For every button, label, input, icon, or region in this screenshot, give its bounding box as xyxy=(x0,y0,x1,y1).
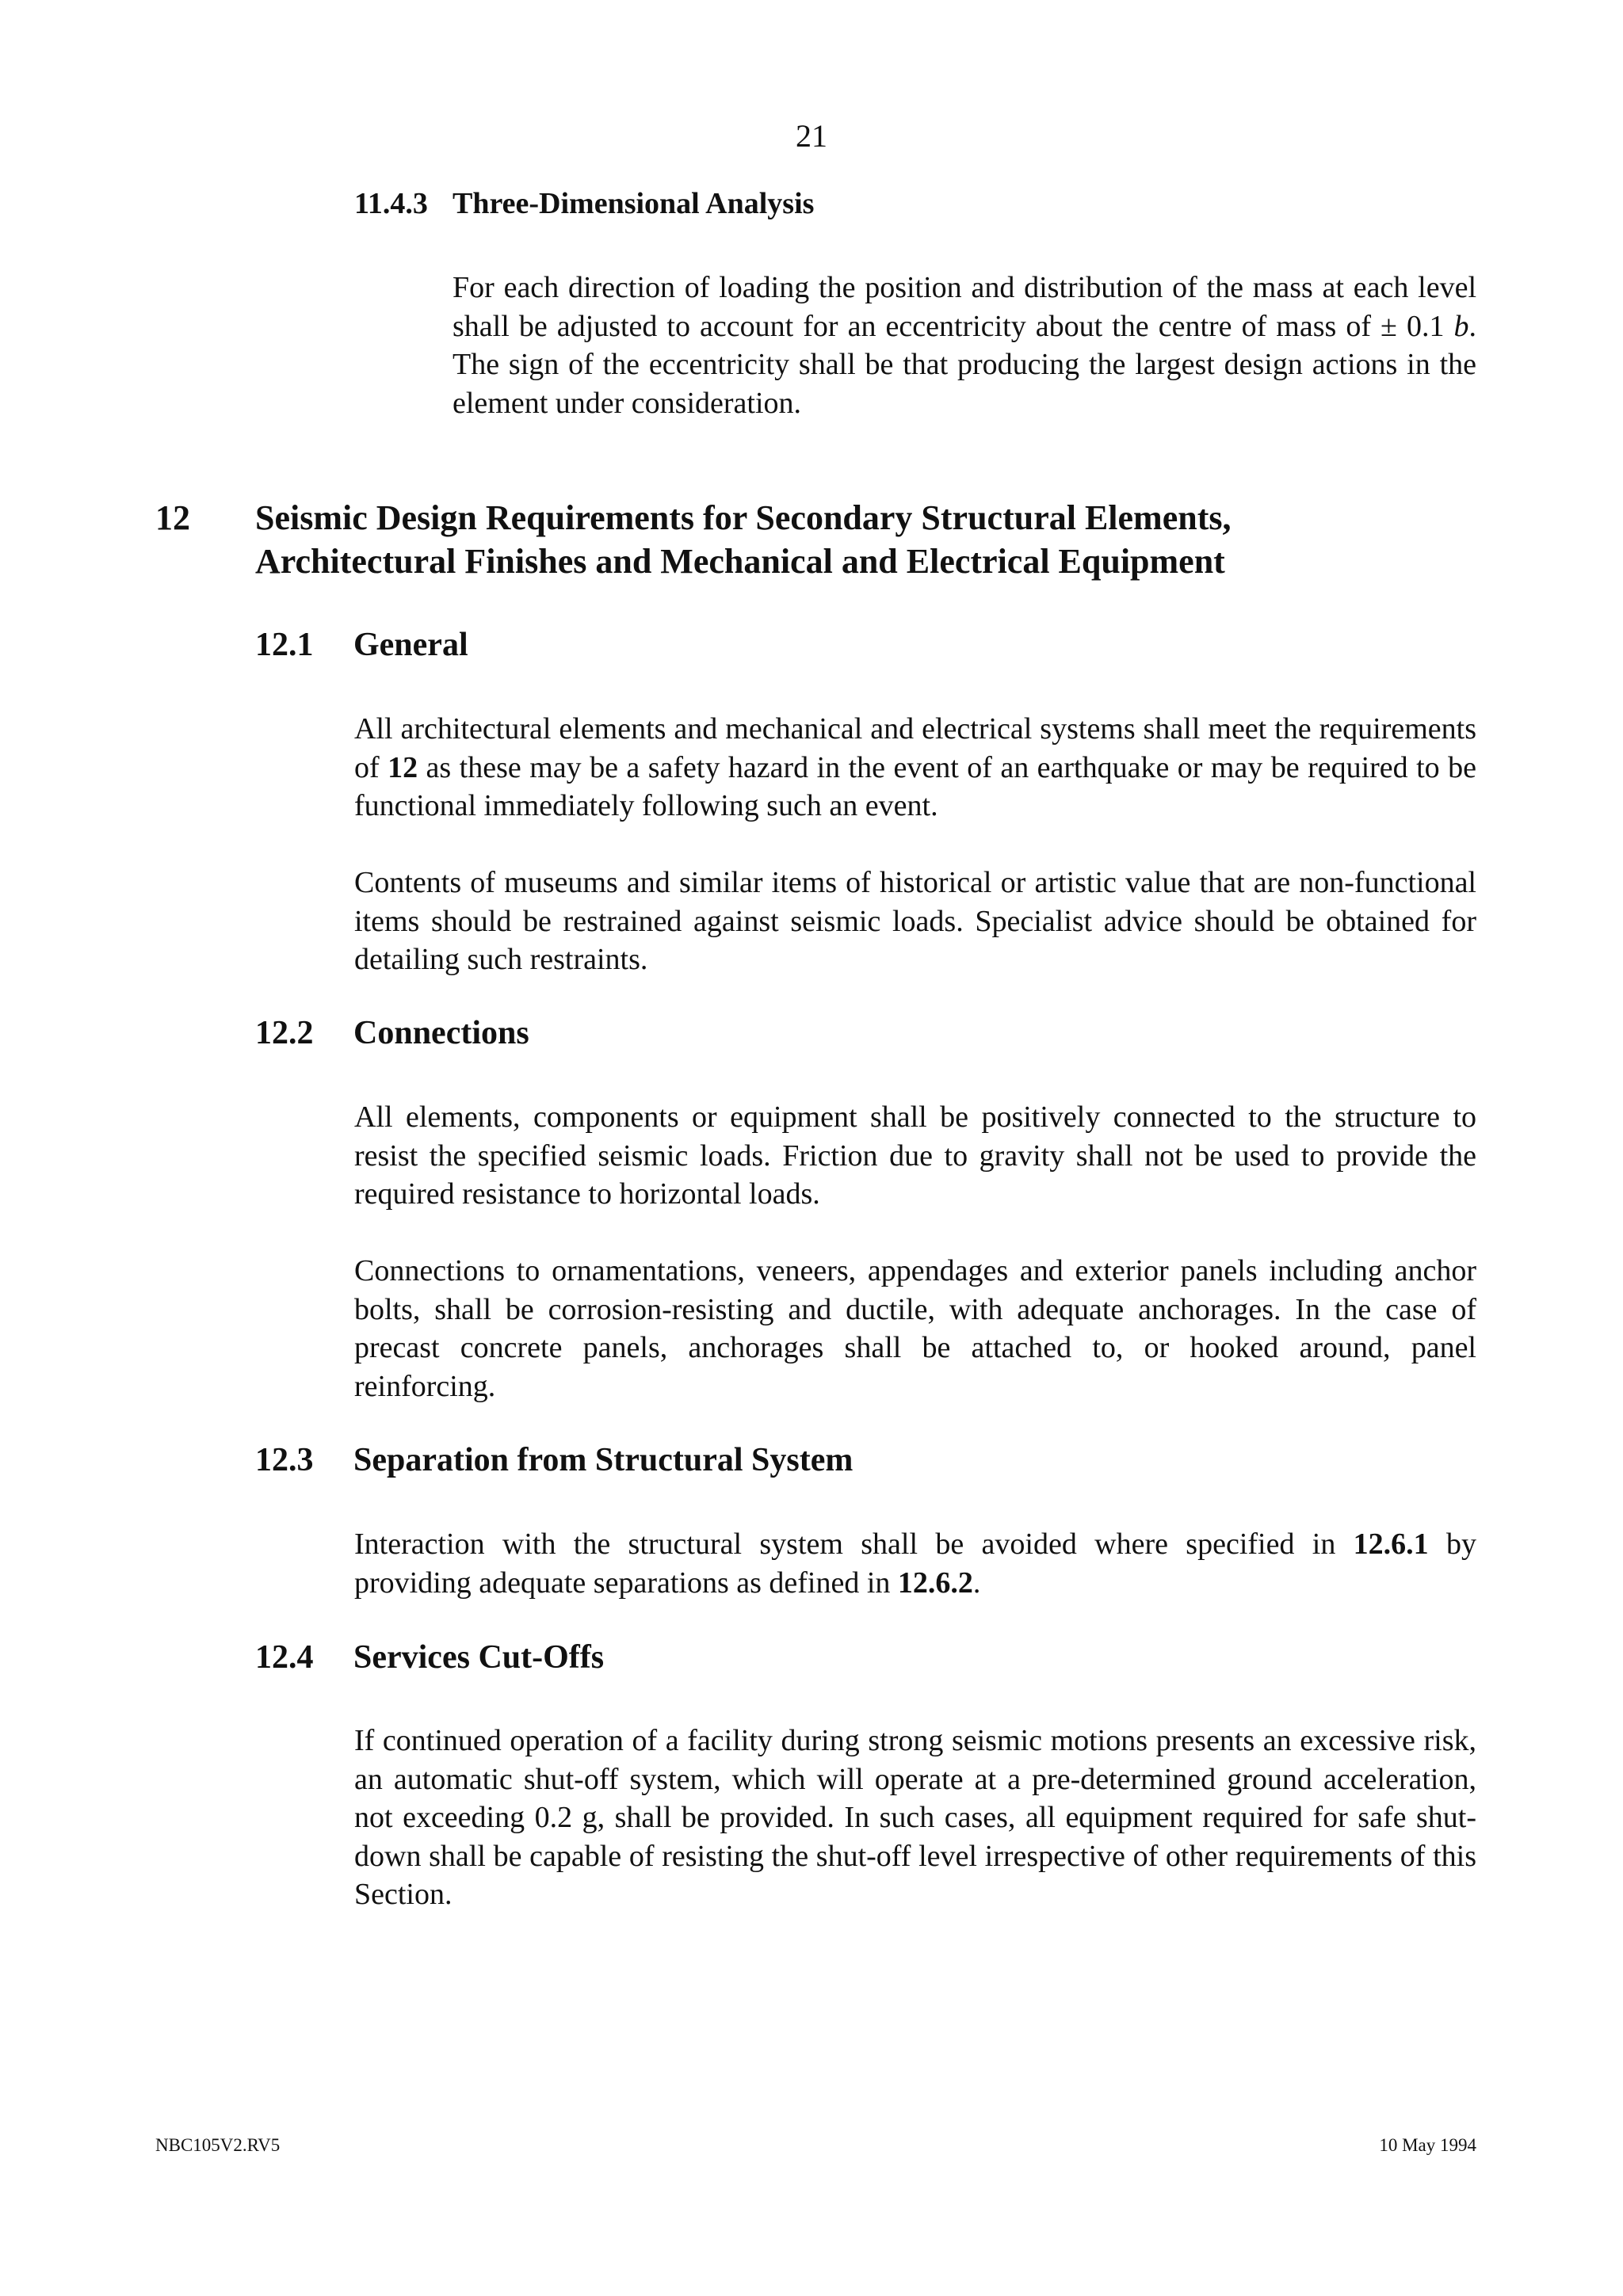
heading-title-line2: Architectural Finishes and Mechanical and Electrical Equipment xyxy=(255,542,1225,581)
cross-reference: 12.6.1 xyxy=(1353,1527,1429,1561)
heading-title: Separation from Structural System xyxy=(353,1442,854,1478)
text-segment: by providing adequate separations as defined in xyxy=(354,1527,1476,1600)
paragraph-12-4: If continued operation of a facility during strong seismic motions presents an excessive risk, an automatic shut-off system, which will operate at a pre-determined ground acceleration, not exceeding 0.2 g, shall be provided. In such cases, all equipment required for safe shut-down shall be capable of resisting the shut-off level irrespective of other requirements of this Section. xyxy=(354,1724,1476,1911)
paragraph-12-1-a xyxy=(354,710,1476,826)
paragraph-12-2-b: Connections to ornamentations, veneers, appendages and exterior panels including anchor bolts, shall be corrosion-resisting and ductile, with adequate anchorages. In the case of precast concrete panels, anchorages shall be attached to, or hooked around, panel reinforcing. xyxy=(354,1254,1476,1403)
heading-number: 12.4 xyxy=(255,1639,314,1676)
heading-title: Three-Dimensional Analysis xyxy=(453,187,815,220)
paragraph-12-2-a: All elements, components or equipment shall be positively connected to the structure to resist the specified seismic loads. Friction due to gravity shall not be used to provide the required resistance to horizontal loads. xyxy=(354,1100,1476,1211)
heading-number: 11.4.3 xyxy=(354,187,428,220)
heading-title: Connections xyxy=(353,1015,529,1051)
heading-title: Services Cut-Offs xyxy=(353,1639,605,1676)
heading-number: 12.3 xyxy=(255,1442,314,1478)
text-segment: All architectural elements and mechanical and electrical systems shall meet the requirements of xyxy=(354,712,1476,784)
text-segment: . The sign of the eccentricity shall be that producing the largest design actions in the element under consideration. xyxy=(453,309,1476,420)
text-segment: Interaction with the structural system shall be avoided where specified in xyxy=(354,1527,1354,1561)
heading-number: 12.1 xyxy=(255,627,314,663)
text-segment: For each direction of loading the position and distribution of the mass at each level shall be adjusted to account for an eccentricity about the centre of mass of ± 0.1 xyxy=(453,271,1476,343)
paragraph-12-1-b: Contents of museums and similar items of historical or artistic value that are non-functional items should be restrained against seismic loads. Specialist advice should be obtained for detailing such restraints. xyxy=(354,866,1476,976)
paragraph-12-3 xyxy=(354,1525,1476,1602)
paragraph-11-4-3 xyxy=(453,269,1476,422)
footer-document-id: NBC105V2.RV5 xyxy=(155,2135,281,2155)
cross-reference: 12.6.2 xyxy=(897,1566,973,1600)
cross-reference: 12 xyxy=(388,750,418,784)
footer-date: 10 May 1994 xyxy=(1379,2135,1476,2155)
text-segment: . xyxy=(972,1566,981,1600)
variable-b: b xyxy=(1453,309,1469,343)
heading-title: General xyxy=(353,627,468,663)
heading-number: 12.2 xyxy=(255,1015,314,1051)
text-segment: as these may be a safety hazard in the event of an earthquake or may be required to be functional immediately following such an event. xyxy=(354,750,1476,822)
page-number: 21 xyxy=(796,118,827,154)
heading-number: 12 xyxy=(155,498,190,537)
heading-title-line1: Seismic Design Requirements for Secondary Structural Elements, xyxy=(255,498,1232,537)
